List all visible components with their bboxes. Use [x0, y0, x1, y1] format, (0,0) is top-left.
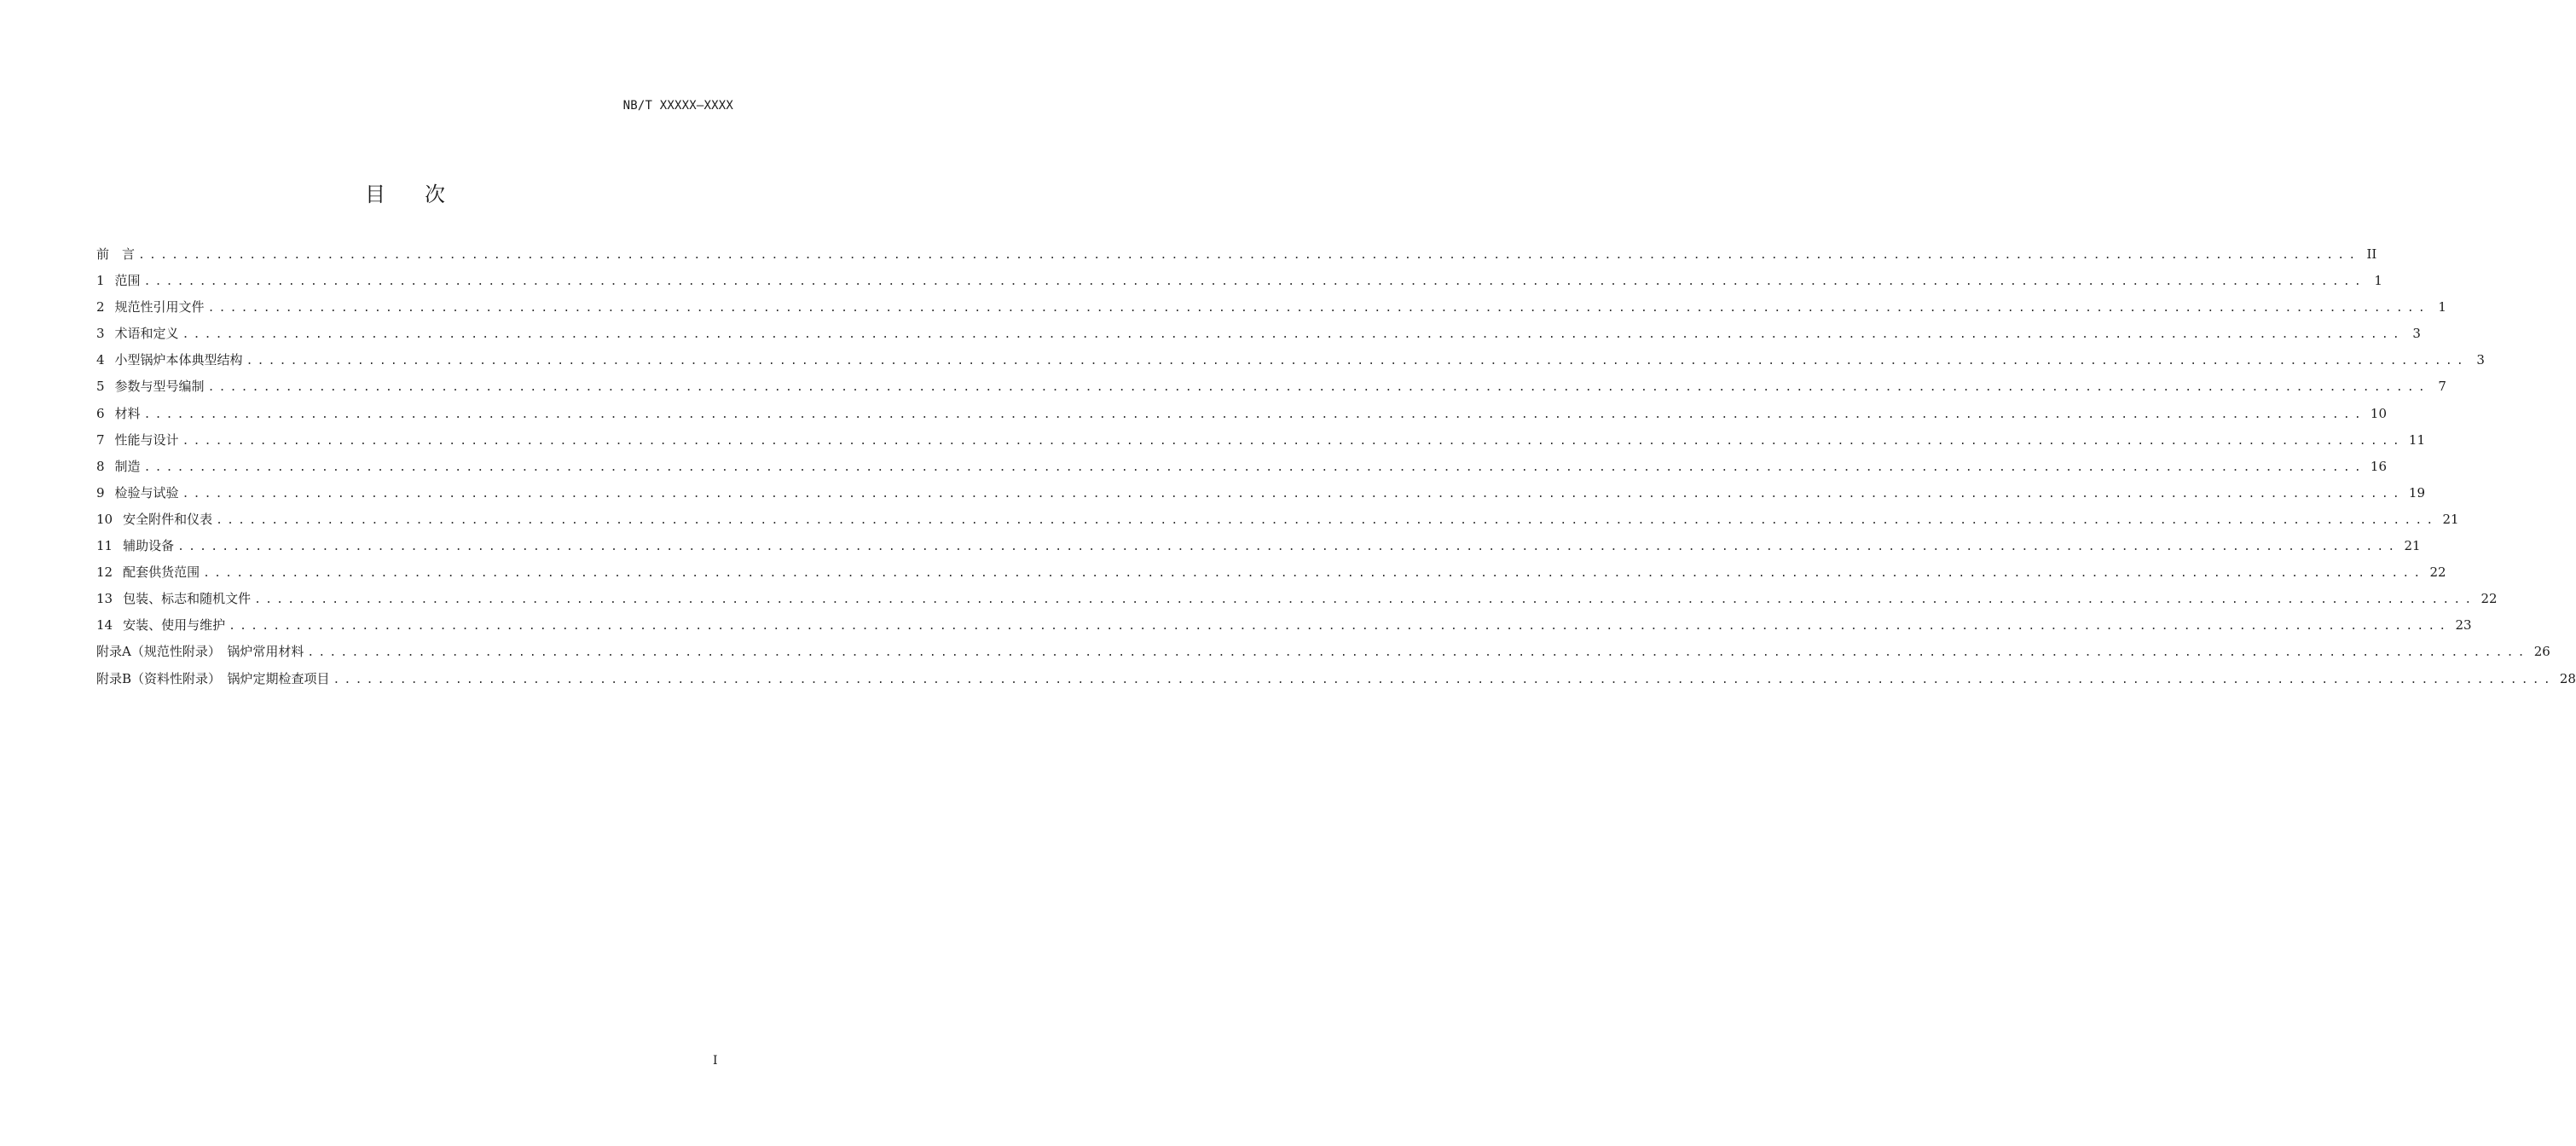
toc-entry-title: 附录A（规范性附录） 锅炉常用材料 — [96, 644, 304, 660]
toc-entry-number: 4 — [96, 352, 105, 368]
toc-entry-page: 10 — [2370, 405, 2387, 421]
toc-entry-14[interactable] — [96, 615, 2472, 641]
toc-entry-title: 范围 — [114, 273, 141, 289]
toc-entry-foreword[interactable] — [96, 244, 2377, 270]
toc-entry-page: 1 — [2374, 273, 2382, 289]
dot-leader: ........................................................................................................................................................................................................ — [143, 275, 2365, 289]
toc-entry-number: 13 — [96, 591, 113, 607]
dot-leader: ........................................................................................................................................................................................................ — [177, 541, 2399, 554]
page-number: I — [713, 1054, 718, 1068]
toc-entry-7[interactable] — [96, 430, 2425, 456]
toc-entry-title: 检验与试验 — [114, 484, 179, 501]
dot-leader: ........................................................................................................................................................................................................ — [182, 434, 2404, 448]
toc-entry-page: 1 — [2438, 299, 2446, 315]
toc-entry-page: 3 — [2412, 326, 2421, 342]
page-title — [0, 177, 810, 207]
toc-entry-2[interactable] — [96, 297, 2446, 323]
title-char-2: 次 — [425, 182, 445, 206]
toc-entry-number: 8 — [96, 458, 105, 474]
toc-entry-page: II — [2366, 246, 2377, 262]
toc-entry-appendix-b[interactable] — [96, 668, 2576, 695]
toc-entry-title: 制造 — [114, 458, 141, 474]
toc-entry-3[interactable] — [96, 323, 2421, 350]
toc-entry-5[interactable] — [96, 376, 2446, 402]
toc-entry-title: 包装、标志和随机文件 — [123, 591, 252, 607]
toc-entry-page: 7 — [2438, 379, 2446, 395]
toc-entry-title: 前 言 — [96, 246, 136, 262]
toc-entry-title: 附录B（资料性附录） 锅炉定期检查项目 — [96, 670, 330, 686]
toc-entry-number: 7 — [96, 431, 105, 448]
toc-entry-12[interactable] — [96, 562, 2446, 588]
toc-entry-number: 6 — [96, 405, 105, 421]
toc-entry-11[interactable] — [96, 535, 2421, 562]
toc-entry-title: 安装、使用与维护 — [123, 617, 226, 634]
toc-entry-number: 1 — [96, 273, 105, 289]
toc-entry-title: 安全附件和仪表 — [123, 511, 213, 527]
dot-leader: ........................................................................................................................................................................................................ — [333, 673, 2555, 686]
toc-entry-title: 性能与设计 — [114, 431, 179, 448]
dot-leader: ........................................................................................................................................................................................................ — [143, 408, 2365, 421]
toc-entry-10[interactable] — [96, 509, 2459, 535]
toc-entry-title: 术语和定义 — [114, 326, 179, 342]
table-of-contents — [96, 244, 2576, 695]
toc-entry-title: 小型锅炉本体典型结构 — [114, 352, 243, 368]
dot-leader: ........................................................................................................................................................................................................ — [207, 381, 2429, 395]
toc-entry-number: 10 — [96, 511, 113, 527]
dot-leader: ........................................................................................................................................................................................................ — [182, 487, 2404, 501]
toc-entry-4[interactable] — [96, 350, 2485, 376]
toc-entry-page: 19 — [2408, 484, 2425, 501]
toc-entry-page: 11 — [2408, 431, 2425, 448]
toc-entry-page: 3 — [2476, 352, 2485, 368]
toc-entry-page: 22 — [2480, 591, 2498, 607]
toc-entry-page: 16 — [2370, 458, 2387, 474]
toc-entry-13[interactable] — [96, 588, 2498, 615]
toc-entry-8[interactable] — [96, 456, 2387, 483]
dot-leader: ........................................................................................................................................................................................................ — [138, 249, 2360, 262]
title-char-1: 目 — [365, 182, 385, 206]
dot-leader: ........................................................................................................................................................................................................ — [143, 460, 2365, 474]
toc-entry-number: 3 — [96, 326, 105, 342]
toc-entry-page: 28 — [2559, 670, 2576, 686]
toc-entry-9[interactable] — [96, 483, 2425, 509]
dot-leader: ........................................................................................................................................................................................................ — [229, 620, 2451, 634]
toc-entry-title: 参数与型号编制 — [114, 379, 205, 395]
toc-entry-page: 21 — [2404, 538, 2421, 554]
toc-entry-number: 12 — [96, 564, 113, 581]
toc-entry-page: 21 — [2442, 511, 2459, 527]
dot-leader: ........................................................................................................................................................................................................ — [182, 328, 2404, 342]
toc-entry-title: 规范性引用文件 — [114, 299, 205, 315]
toc-entry-page: 22 — [2429, 564, 2446, 581]
toc-entry-number: 14 — [96, 617, 113, 634]
document-code: NB/T XXXXX—XXXX — [622, 99, 733, 113]
toc-entry-appendix-a[interactable] — [96, 641, 2550, 668]
toc-entry-6[interactable] — [96, 403, 2387, 430]
toc-entry-number: 9 — [96, 484, 105, 501]
dot-leader: ........................................................................................................................................................................................................ — [307, 646, 2529, 660]
toc-entry-page: 26 — [2533, 644, 2550, 660]
toc-entry-number: 11 — [96, 538, 113, 554]
dot-leader: ........................................................................................................................................................................................................ — [216, 513, 2438, 527]
dot-leader: ........................................................................................................................................................................................................ — [203, 567, 2425, 581]
toc-entry-page: 23 — [2455, 617, 2472, 634]
toc-entry-number: 5 — [96, 379, 105, 395]
dot-leader: ........................................................................................................................................................................................................ — [207, 302, 2429, 315]
dot-leader: ........................................................................................................................................................................................................ — [254, 593, 2476, 607]
toc-entry-title: 配套供货范围 — [123, 564, 200, 581]
dot-leader: ........................................................................................................................................................................................................ — [246, 355, 2468, 368]
toc-entry-title: 材料 — [114, 405, 141, 421]
toc-entry-title: 辅助设备 — [123, 538, 175, 554]
toc-entry-1[interactable] — [96, 270, 2382, 297]
toc-entry-number: 2 — [96, 299, 105, 315]
